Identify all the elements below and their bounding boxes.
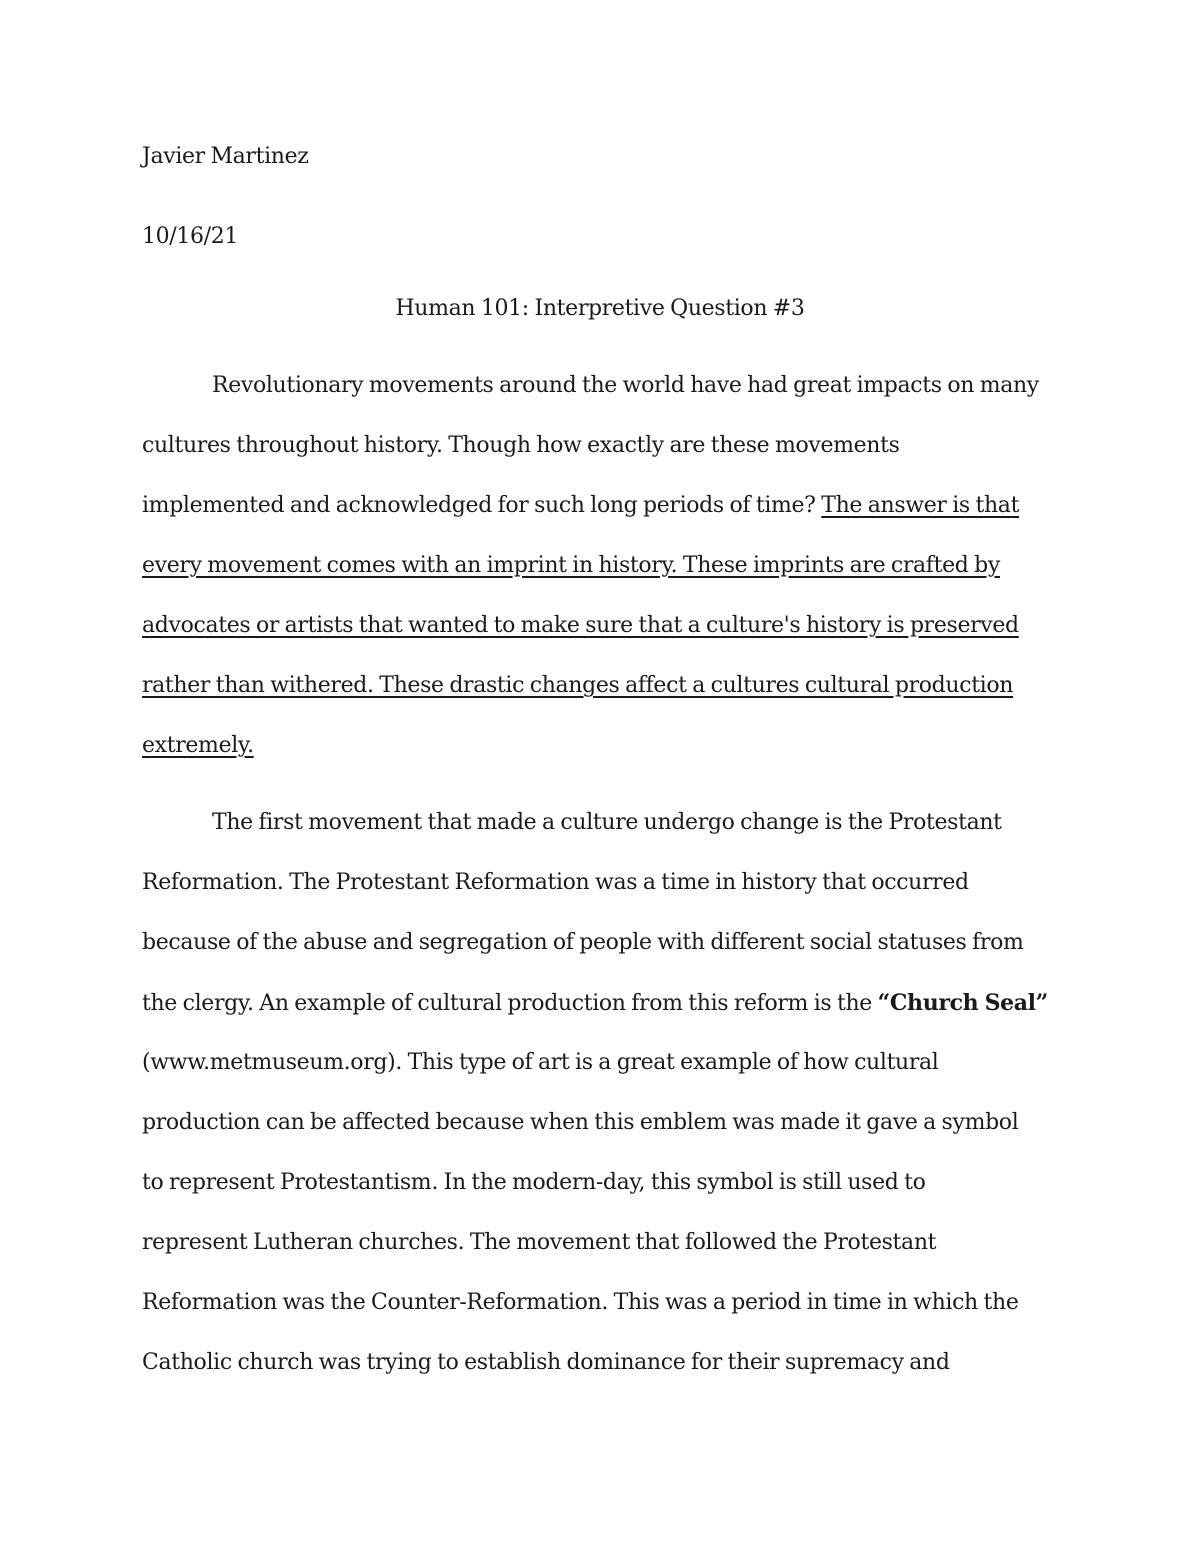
essay-title: Human 101: Interpretive Question #3 bbox=[395, 296, 805, 321]
paragraph-text: the clergy. An example of cultural production from this reform is the bbox=[142, 991, 878, 1016]
paragraph-line: cultures throughout history. Though how exactly are these movements bbox=[142, 433, 900, 458]
paragraph-line: Reformation. The Protestant Reformation was a time in history that occurred bbox=[142, 870, 969, 895]
paragraph-line bbox=[142, 988, 1048, 1019]
thesis-line: rather than withered. These drastic changes affect a cultures cultural production bbox=[142, 673, 1014, 698]
paragraph-line: Reformation was the Counter-Reformation. This was a period in time in which the bbox=[142, 1290, 1019, 1315]
paragraph-line bbox=[142, 491, 1019, 521]
paragraph-text: implemented and acknowledged for such long periods of time? bbox=[142, 493, 822, 518]
artwork-title: “Church Seal” bbox=[877, 990, 1048, 1016]
thesis-line: advocates or artists that wanted to make sure that a culture's history is preserved bbox=[142, 613, 1019, 638]
paragraph-line: to represent Protestantism. In the modern-day, this symbol is still used to bbox=[142, 1170, 926, 1195]
paragraph-line: production can be affected because when this emblem was made it gave a symbol bbox=[142, 1110, 1019, 1135]
paragraph-line: Catholic church was trying to establish dominance for their supremacy and bbox=[142, 1350, 950, 1375]
paragraph-line: (www.metmuseum.org). This type of art is a great example of how cultural bbox=[142, 1050, 939, 1075]
essay-date: 10/16/21 bbox=[142, 224, 239, 249]
paragraph-line: The first movement that made a culture undergo change is the Protestant bbox=[212, 810, 1002, 835]
author-name: Javier Martinez bbox=[142, 144, 309, 169]
paragraph-line: represent Lutheran churches. The movement that followed the Protestant bbox=[142, 1230, 937, 1255]
paragraph-line: because of the abuse and segregation of people with different social statuses from bbox=[142, 930, 1024, 955]
thesis-line: every movement comes with an imprint in history. These imprints are crafted by bbox=[142, 553, 1000, 578]
thesis-text: The answer is that bbox=[821, 493, 1020, 518]
paragraph-line: Revolutionary movements around the world have had great impacts on many bbox=[212, 373, 1039, 398]
thesis-line: extremely. bbox=[142, 733, 254, 758]
